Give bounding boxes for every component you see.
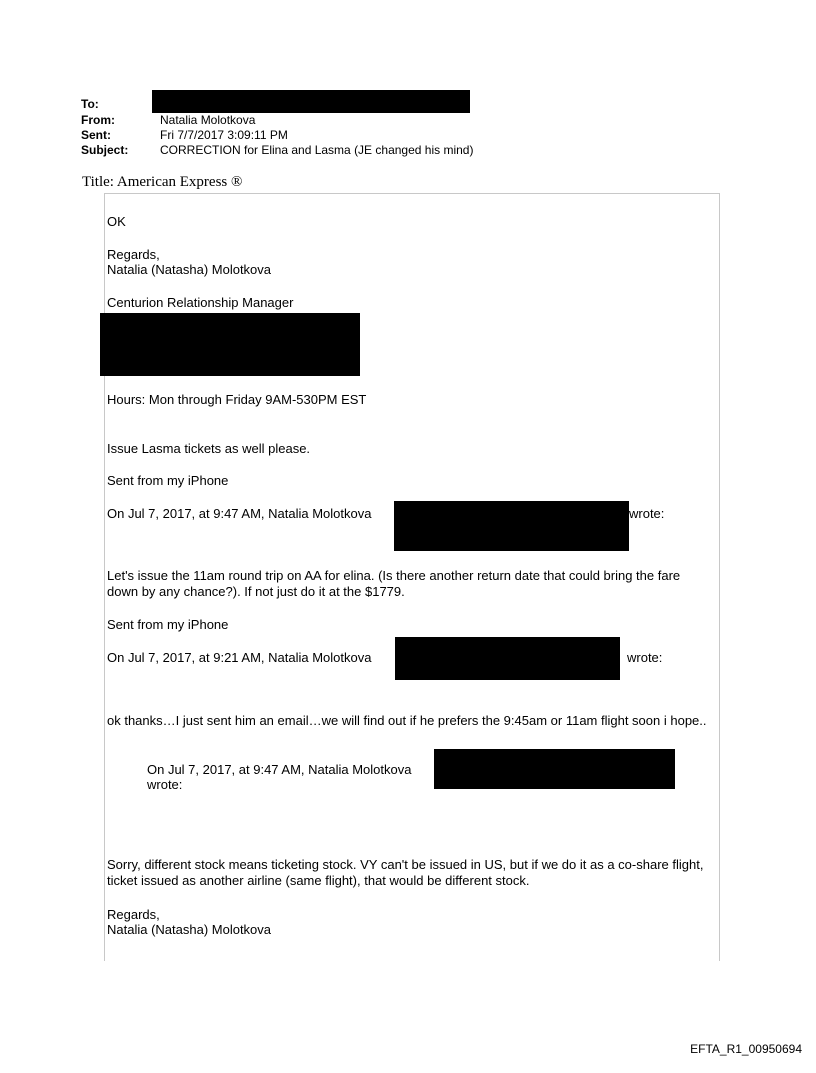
body-regards-1: Regards, [107, 247, 160, 262]
title-line: Title: American Express ® [82, 174, 243, 190]
sent-label: Sent: [81, 128, 111, 142]
body-sent-iphone-1: Sent from my iPhone [107, 473, 229, 488]
body-ok: OK [107, 214, 126, 229]
body-ok-thanks: ok thanks…I just sent him an email…we will find out if he prefers the 9:45am or 11am flight soon i hope.. [107, 713, 707, 728]
redaction-email-2 [395, 637, 620, 680]
sent-value: Fri 7/7/2017 3:09:11 PM [160, 128, 288, 142]
body-quote-header-2: On Jul 7, 2017, at 9:21 AM, Natalia Molotkova [107, 650, 372, 665]
subject-label: Subject: [81, 143, 129, 157]
redaction-to [152, 90, 470, 113]
from-label: From: [81, 113, 115, 127]
body-regards-2: Regards, [107, 907, 160, 922]
body-wrote-3: wrote: [147, 777, 183, 792]
subject-value: CORRECTION for Elina and Lasma (JE changed his mind) [160, 143, 474, 157]
body-signature-1: Natalia (Natasha) Molotkova [107, 262, 272, 277]
body-role: Centurion Relationship Manager [107, 295, 294, 310]
body-signature-2: Natalia (Natasha) Molotkova [107, 922, 272, 937]
body-quote-header-3: On Jul 7, 2017, at 9:47 AM, Natalia Molotkova [147, 762, 412, 777]
body-quote-header-1: On Jul 7, 2017, at 9:47 AM, Natalia Molotkova [107, 506, 372, 521]
redaction-email-1 [394, 501, 629, 551]
redaction-contact [100, 313, 360, 376]
to-label: To: [81, 97, 99, 111]
body-lets-issue: Let's issue the 11am round trip on AA for elina. (Is there another return date that could bring the fare down by any chance?). If not just do it at the $1779. [107, 568, 681, 599]
body-issue-lasma: Issue Lasma tickets as well please. [107, 441, 311, 456]
doc-id: EFTA_R1_00950694 [690, 1042, 802, 1056]
body-sorry: Sorry, different stock means ticketing stock. VY can't be issued in US, but if we do it as a co-share flight, ticket issued as another airline (same flight), that would be different stock. [107, 857, 704, 888]
redaction-email-3 [434, 749, 675, 789]
body-hours: Hours: Mon through Friday 9AM-530PM EST [107, 392, 367, 407]
body-wrote-2: wrote: [627, 650, 663, 665]
from-value: Natalia Molotkova [160, 113, 256, 127]
body-sent-iphone-2: Sent from my iPhone [107, 617, 229, 632]
body-wrote-1: wrote: [629, 506, 665, 521]
